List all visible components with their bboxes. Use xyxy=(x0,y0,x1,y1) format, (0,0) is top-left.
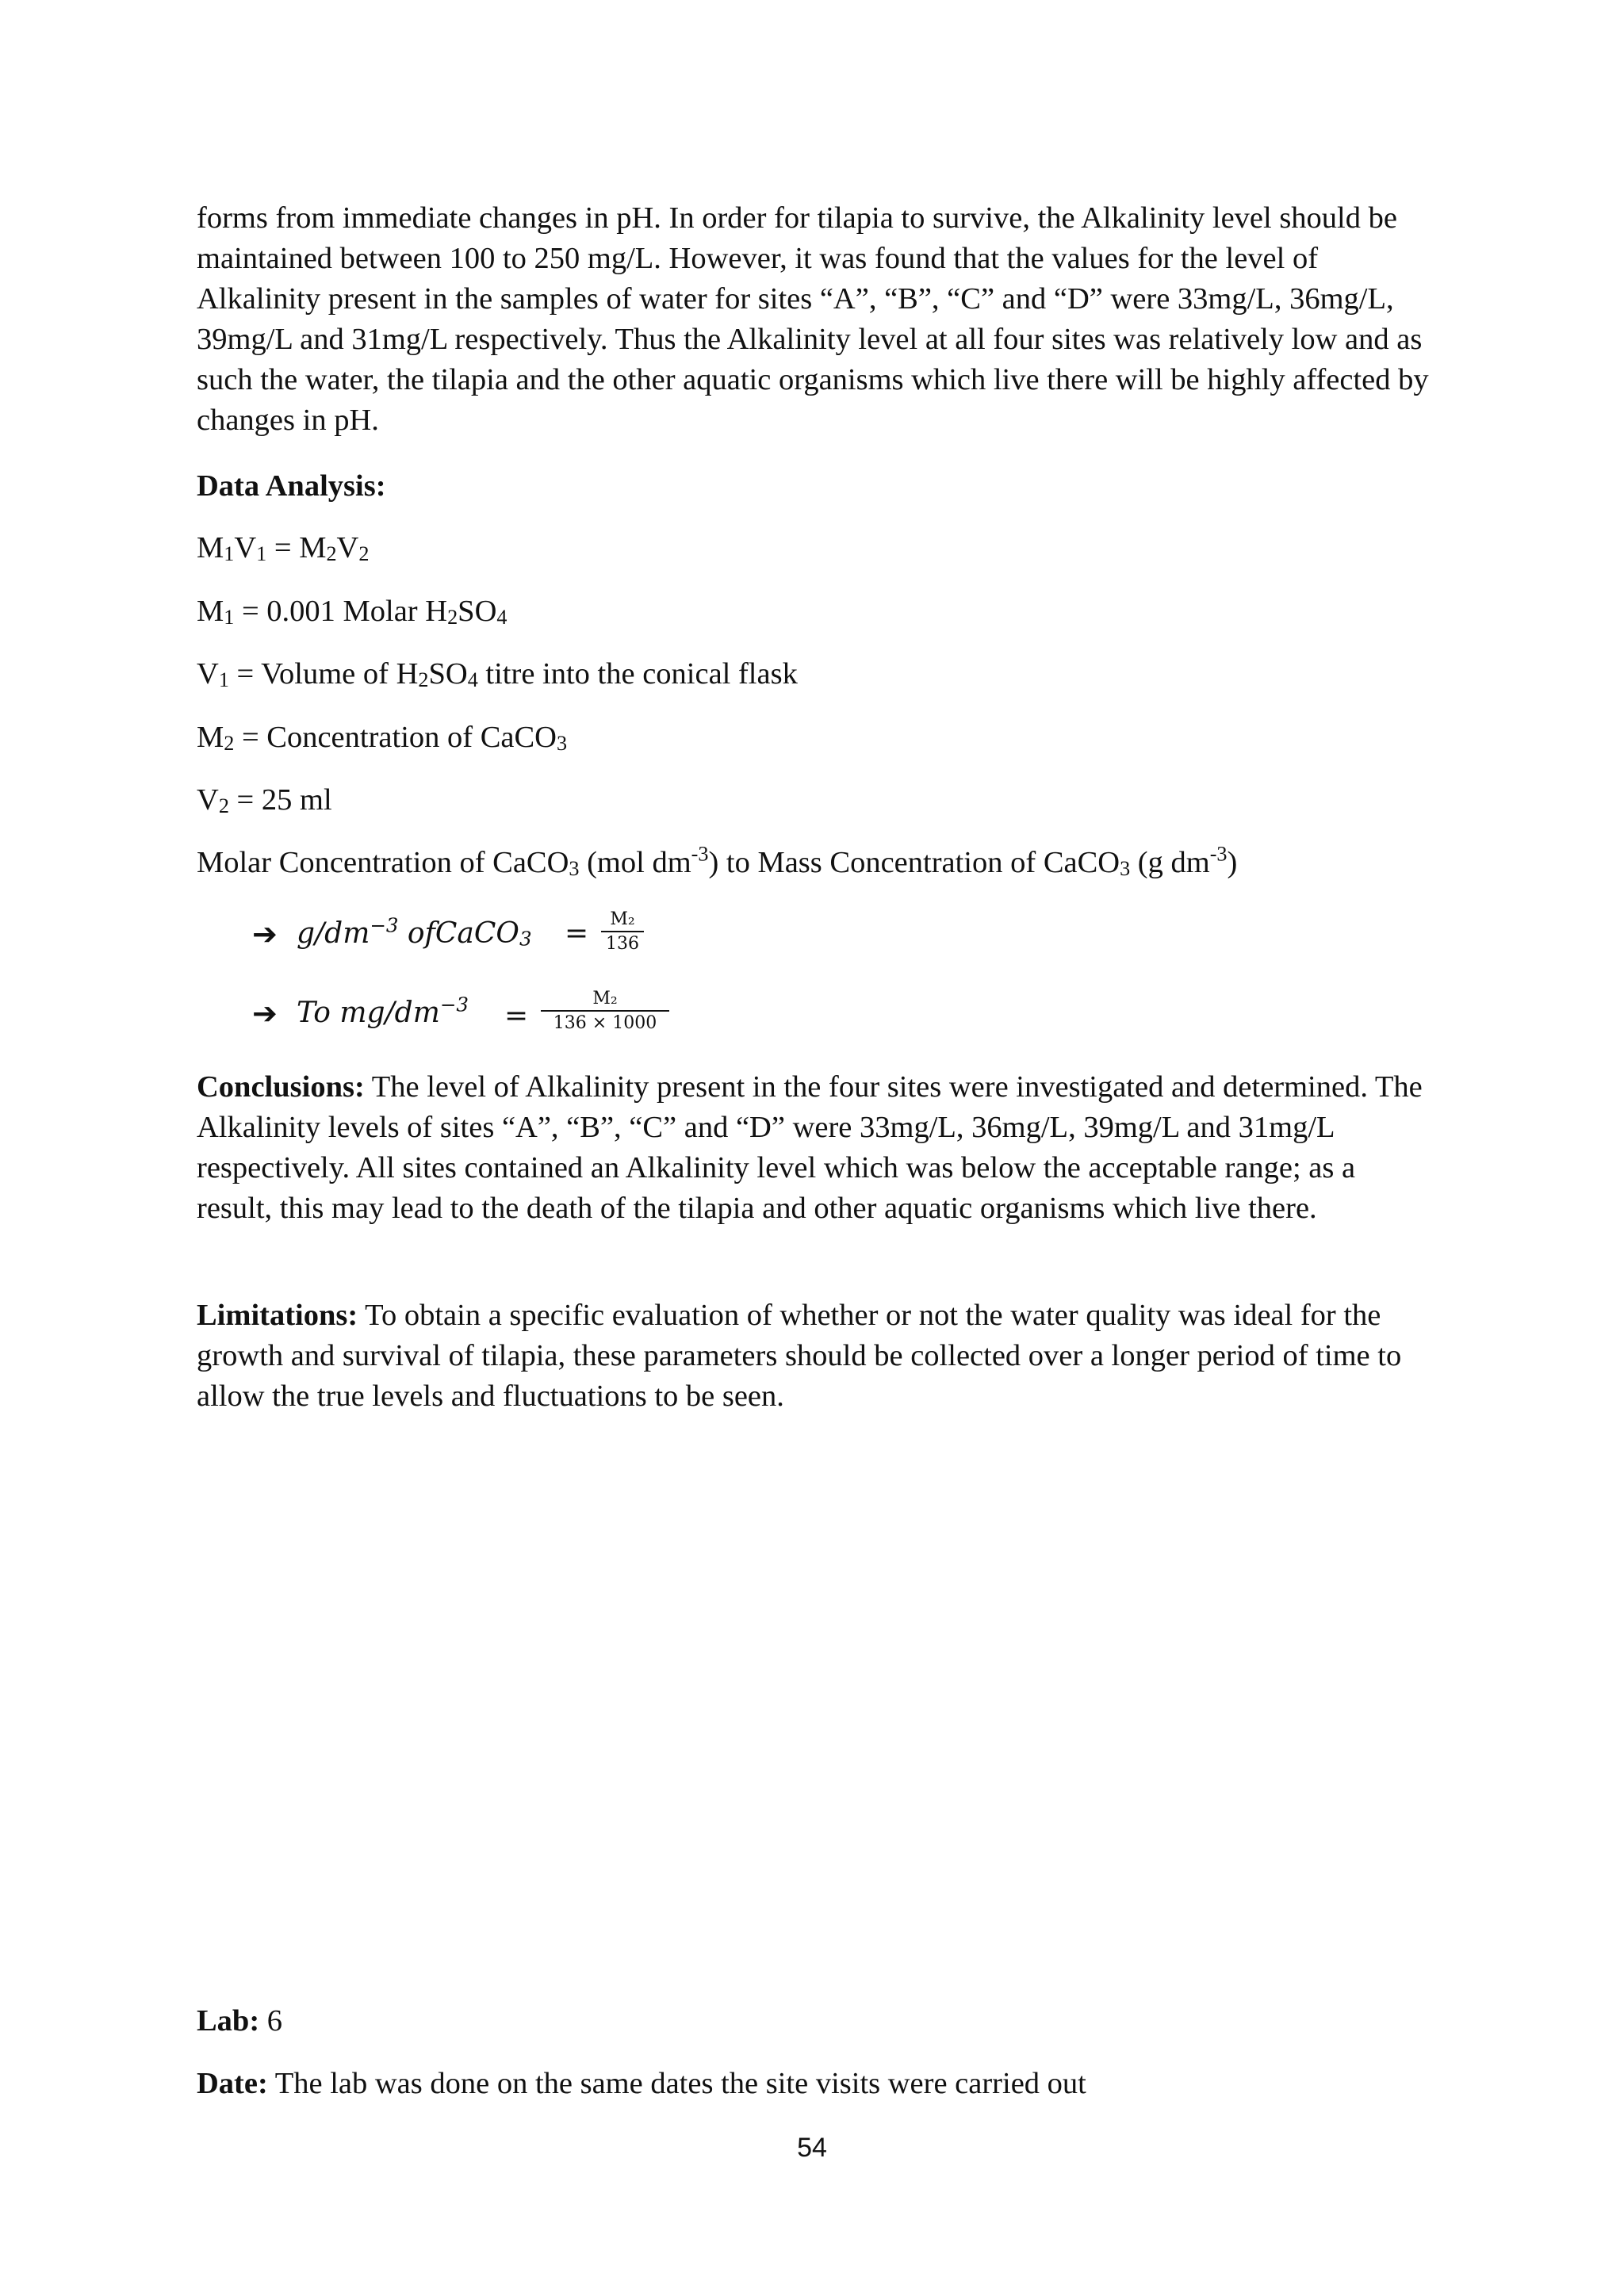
formula-1-lhs: $g/dm^{-3}$ ofCaCO$_3$ xyxy=(297,913,532,951)
formula-1-denominator: 136 xyxy=(601,931,644,956)
conversion-statement: Molar Concentration of CaCO$_3$ (mol $dm^{-3}$) to Mass Concentration of CaCO$_3$ (g $dm^{-3}$) xyxy=(197,842,1238,880)
equation-m1v1-m2v2: $M_1V_1 = M_2V_2$ xyxy=(197,531,370,565)
formula-2-denominator: 136 × 1000 xyxy=(541,1010,669,1035)
lab-label: Lab: xyxy=(197,2004,260,2038)
date-label: Date: xyxy=(197,2067,268,2100)
formula-1-numerator: M₂ xyxy=(610,909,635,929)
right-arrow-icon: ➔ xyxy=(252,916,278,951)
formula-2-lhs: To $mg/dm^{-3}$ xyxy=(297,993,469,1029)
formula-2-equals: = xyxy=(504,1000,529,1032)
equation-v2-definition: $V_2 = 25$ ml xyxy=(197,783,332,817)
equation-v1-definition: $V_1$ = Volume of $H_2SO_4$ titre into the conical flask xyxy=(197,657,798,691)
date-line xyxy=(197,2064,1086,2104)
conclusions-text: The level of Alkalinity present in the four sites were investigated and determined. The Alkalinity levels of sites “A”, “B”, “C” and “D” were 33mg/L, 36mg/L, 39mg/L and 31mg/L respectively. All sites contained an Alkalinity level which was below the acceptable range; as a result, this may lead to the death of the tilapia and other aquatic organisms which live there. xyxy=(197,1070,1423,1225)
equation-m1-definition: $M_1 = 0.001$ Molar $H_2SO_4$ xyxy=(197,595,508,629)
formula-2-numerator: M₂ xyxy=(592,989,618,1008)
formula-1-equals: = xyxy=(565,917,589,950)
formula-1-fraction xyxy=(601,909,644,956)
conclusions-label: Conclusions: xyxy=(197,1070,365,1104)
intro-paragraph: forms from immediate changes in pH. In order for tilapia to survive, the Alkalinity level should be maintained between 100 to 250 mg/L. However, it was found that the values for the level of Alkalinity present in the samples of water for sites “A”, “B”, “C” and “D” were 33mg/L, 36mg/L, 39mg/L and 31mg/L respectively. Thus the Alkalinity level at all four sites was relatively low and as such the water, the tilapia and the other aquatic organisms which live there will be highly affected by changes in pH. xyxy=(197,201,1429,437)
date-value: The lab was done on the same dates the site visits were carried out xyxy=(267,2067,1086,2100)
formula-2-fraction xyxy=(541,988,669,1035)
conclusions-paragraph xyxy=(197,1067,1434,1229)
limitations-paragraph xyxy=(197,1295,1434,1417)
data-analysis-heading: Data Analysis: xyxy=(197,469,386,503)
limitations-text: To obtain a specific evaluation of whether or not the water quality was ideal for the growth and survival of tilapia, these parameters should be collected over a longer period of time to allow the true levels and fluctuations to be seen. xyxy=(197,1299,1402,1413)
equation-m2-definition: $M_2$ = Concentration of CaCO$_3$ xyxy=(197,721,568,755)
page-number: 54 xyxy=(797,2133,827,2163)
right-arrow-icon: ➔ xyxy=(252,996,278,1031)
lab-value: 6 xyxy=(259,2004,283,2038)
limitations-label: Limitations: xyxy=(197,1299,358,1332)
lab-line xyxy=(197,2001,282,2042)
